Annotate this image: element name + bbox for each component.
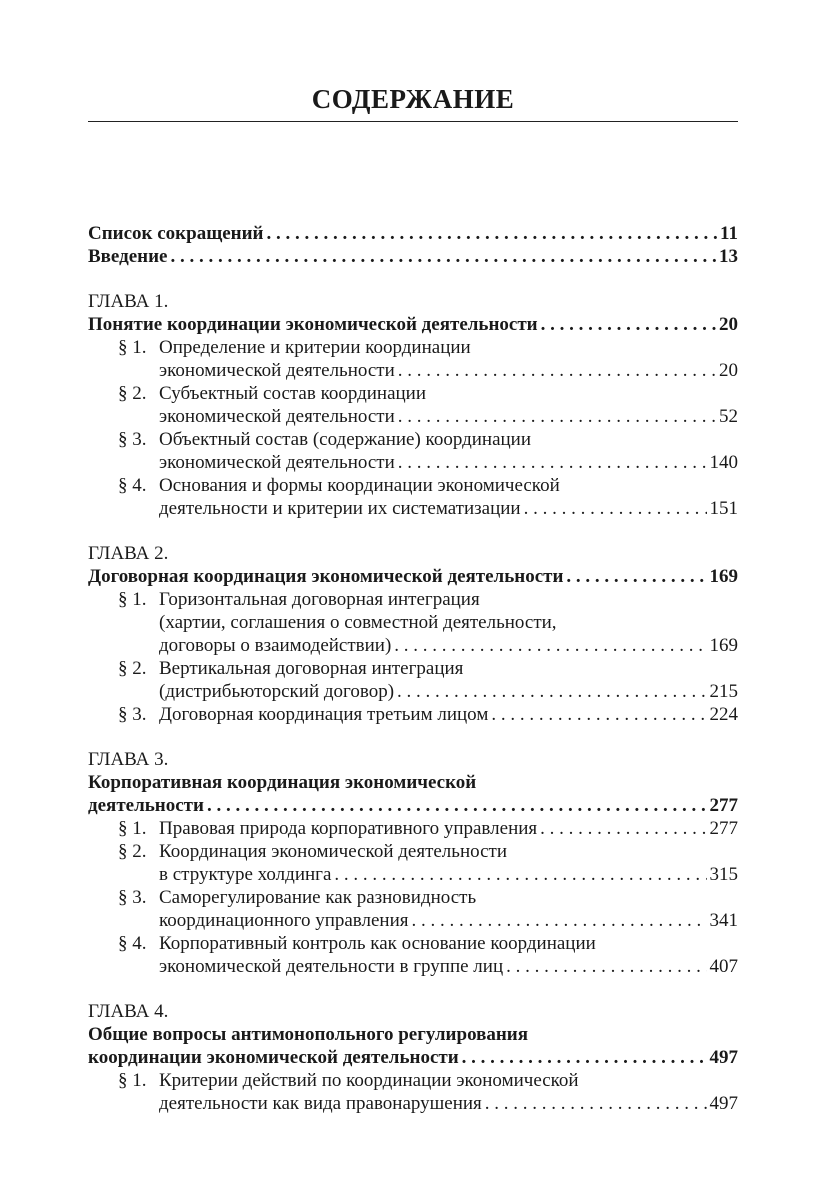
entry-title: Введение xyxy=(88,246,168,267)
entry-title: координации экономической деятельности xyxy=(88,1047,459,1068)
chapter-label: ГЛАВА 4. xyxy=(88,1001,169,1022)
section-entry[interactable] xyxy=(88,703,738,726)
dot-leader xyxy=(485,1092,707,1115)
dot-leader xyxy=(462,1046,707,1069)
dot-leader xyxy=(491,703,706,726)
section-entry[interactable] xyxy=(88,886,738,932)
entry-title: (дистрибьюторский договор) xyxy=(159,681,395,702)
section-title-line: Критерии действий по координации экономической xyxy=(159,1070,579,1091)
page-title: СОДЕРЖАНИЕ xyxy=(311,84,515,114)
dot-leader xyxy=(398,405,716,428)
table-of-contents xyxy=(88,222,738,1115)
section-entry[interactable] xyxy=(88,336,738,382)
dot-leader xyxy=(541,313,716,336)
entry-title: координационного управления xyxy=(159,910,409,931)
section-title-line: Объектный состав (содержание) координации xyxy=(159,429,532,450)
entry-title: экономической деятельности xyxy=(159,360,395,381)
dot-leader xyxy=(398,451,707,474)
entry-title: деятельности xyxy=(88,795,204,816)
page-number: 277 xyxy=(709,795,738,816)
section-number: § 2. xyxy=(118,841,147,862)
section-entry[interactable] xyxy=(88,1069,738,1115)
section-title[interactable] xyxy=(159,405,738,428)
entry-title: в структуре холдинга xyxy=(159,864,332,885)
section-title[interactable] xyxy=(159,359,738,382)
section-number: § 1. xyxy=(118,1070,147,1091)
entry-title: деятельности и критерии их систематизации xyxy=(159,498,521,519)
section-title[interactable] xyxy=(159,703,738,726)
page-number: 341 xyxy=(709,910,738,931)
section-title[interactable] xyxy=(159,1092,738,1115)
section-title[interactable] xyxy=(159,909,738,932)
chapter-title[interactable] xyxy=(88,794,738,817)
chapter-title-line[interactable]: Общие вопросы антимонопольного регулирования xyxy=(88,1024,529,1045)
page-number: 52 xyxy=(719,406,738,427)
chapter-title[interactable] xyxy=(88,1046,738,1069)
chapter-label: ГЛАВА 1. xyxy=(88,291,169,312)
toc-entry-front[interactable] xyxy=(88,245,738,268)
section-number: § 2. xyxy=(118,658,147,679)
dot-leader xyxy=(267,222,718,245)
section-title[interactable] xyxy=(159,497,738,520)
entry-title: экономической деятельности xyxy=(159,452,395,473)
dot-leader xyxy=(412,909,707,932)
page-number: 11 xyxy=(720,223,738,244)
entry-title: Договорная координация третьим лицом xyxy=(159,704,489,725)
dot-leader xyxy=(398,359,716,382)
entry-title: деятельности как вида правонарушения xyxy=(159,1093,482,1114)
section-title[interactable] xyxy=(159,451,738,474)
dot-leader xyxy=(334,863,706,886)
section-entry[interactable] xyxy=(88,588,738,657)
dot-leader xyxy=(506,955,706,978)
section-entry[interactable] xyxy=(88,428,738,474)
section-number: § 3. xyxy=(118,887,147,908)
section-title-line: Корпоративный контроль как основание координации xyxy=(159,933,596,954)
section-number: § 1. xyxy=(118,589,147,610)
section-title-line: Вертикальная договорная интеграция xyxy=(159,658,464,679)
section-title-line: Горизонтальная договорная интеграция xyxy=(159,589,480,610)
toc-entry-front[interactable] xyxy=(88,222,738,245)
entry-title: Понятие координации экономической деятельности xyxy=(88,314,538,335)
section-entry[interactable] xyxy=(88,817,738,840)
dot-leader xyxy=(540,817,706,840)
page-number: 497 xyxy=(709,1093,738,1114)
section-title-line: (хартии, соглашения о совместной деятельности, xyxy=(159,612,557,633)
entry-title: экономической деятельности в группе лиц xyxy=(159,956,504,977)
page-number: 140 xyxy=(709,452,738,473)
section-title-line: Определение и критерии координации xyxy=(159,337,471,358)
dot-leader xyxy=(394,634,706,657)
section-title[interactable] xyxy=(159,863,738,886)
chapter-label: ГЛАВА 3. xyxy=(88,749,169,770)
section-entry[interactable] xyxy=(88,932,738,978)
dot-leader xyxy=(566,565,706,588)
page-number: 13 xyxy=(719,246,738,267)
section-title-line: Координация экономической деятельности xyxy=(159,841,508,862)
title-divider xyxy=(88,121,738,122)
entry-title: Правовая природа корпоративного управления xyxy=(159,818,538,839)
page-number: 315 xyxy=(709,864,738,885)
section-number: § 1. xyxy=(118,337,147,358)
section-title-line: Субъектный состав координации xyxy=(159,383,427,404)
section-title[interactable] xyxy=(159,680,738,703)
section-title-line: Саморегулирование как разновидность xyxy=(159,887,477,908)
section-number: § 3. xyxy=(118,704,147,725)
page-number: 151 xyxy=(709,498,738,519)
section-number: § 3. xyxy=(118,429,147,450)
dot-leader xyxy=(171,245,717,268)
section-title[interactable] xyxy=(159,634,738,657)
section-entry[interactable] xyxy=(88,840,738,886)
entry-title: договоры о взаимодействии) xyxy=(159,635,392,656)
page-number: 169 xyxy=(709,635,738,656)
dot-leader xyxy=(397,680,706,703)
entry-title: Список сокращений xyxy=(88,223,264,244)
section-title[interactable] xyxy=(159,817,738,840)
dot-leader xyxy=(207,794,707,817)
dot-leader xyxy=(524,497,707,520)
chapter-title-line[interactable]: Корпоративная координация экономической xyxy=(88,772,477,793)
page-number: 169 xyxy=(709,566,738,587)
section-number: § 1. xyxy=(118,818,147,839)
section-number: § 2. xyxy=(118,383,147,404)
chapter-label: ГЛАВА 2. xyxy=(88,543,169,564)
section-title[interactable] xyxy=(159,955,738,978)
section-entry[interactable] xyxy=(88,382,738,428)
page-number: 215 xyxy=(709,681,738,702)
page-number: 407 xyxy=(709,956,738,977)
section-entry[interactable] xyxy=(88,474,738,520)
section-number: § 4. xyxy=(118,933,147,954)
page-number: 497 xyxy=(709,1047,738,1068)
section-number: § 4. xyxy=(118,475,147,496)
page-number: 224 xyxy=(709,704,738,725)
chapter-title[interactable] xyxy=(88,565,738,588)
page-number: 277 xyxy=(709,818,738,839)
section-title-line: Основания и формы координации экономической xyxy=(159,475,560,496)
page-number: 20 xyxy=(719,360,738,381)
page-number: 20 xyxy=(719,314,738,335)
entry-title: экономической деятельности xyxy=(159,406,395,427)
section-entry[interactable] xyxy=(88,657,738,703)
chapter-title[interactable] xyxy=(88,313,738,336)
entry-title: Договорная координация экономической деятельности xyxy=(88,566,564,587)
